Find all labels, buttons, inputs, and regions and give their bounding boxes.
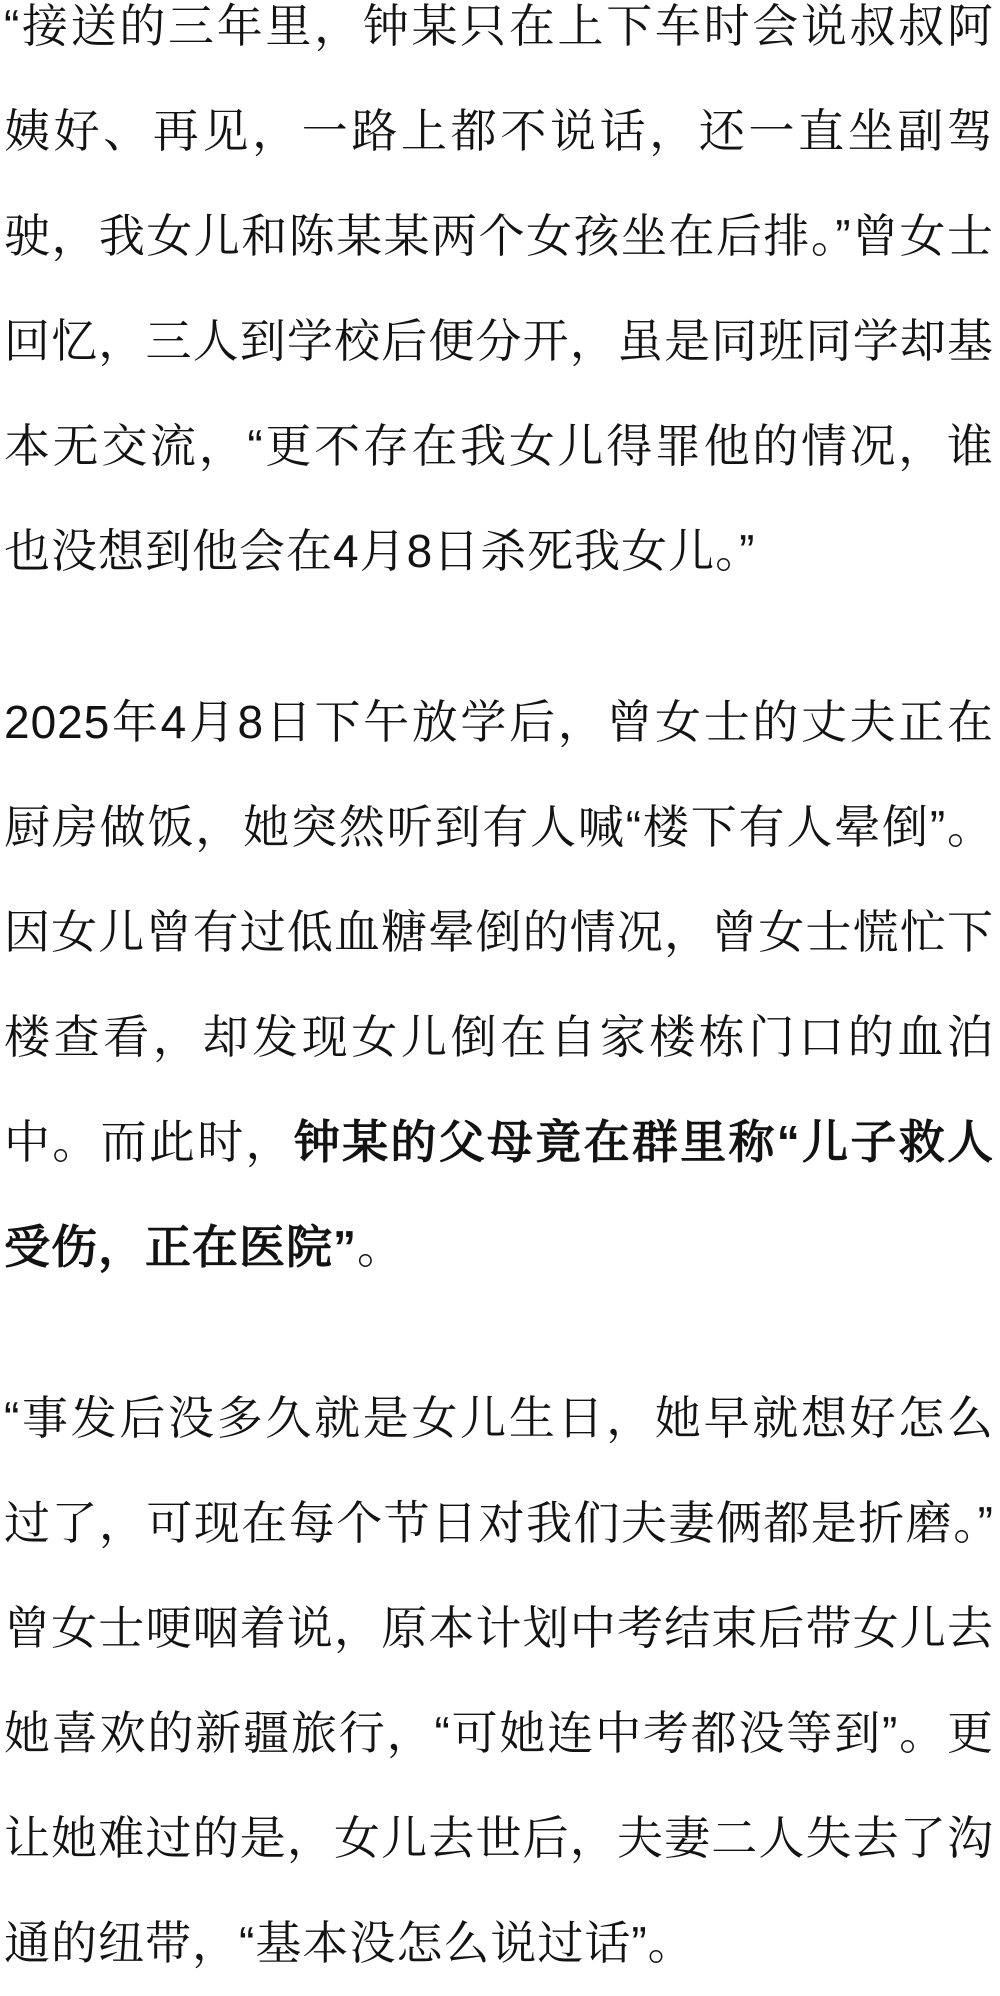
text-run: “接送的三年里，钟某只在上下车时会说叔叔阿姨好、再见，一路上都不说话，还一直坐副驾驶，我女儿和陈某某两个女孩坐在后排。”曾女士回忆，三人到学校后便分开，虽是同班同学却基本无交流，“更不存在我女儿得罪他的情况，谁也没想到他会在4月8日杀死我女儿。” — [4, 0, 994, 577]
paragraph — [4, 670, 994, 1300]
paragraph — [4, 0, 994, 604]
text-run: 2025年4月8日下午放学后，曾女士的丈夫正在厨房做饭，她突然听到有人喊“楼下有人晕倒”。因女儿曾有过低血糖晕倒的情况，曾女士慌忙下楼查看，却发现女儿倒在自家楼栋门口的血泊中。而此时， — [4, 696, 994, 1168]
paragraph — [4, 1366, 994, 1996]
text-run: 。 — [357, 1221, 404, 1273]
text-run: “事发后没多久就是女儿生日，她早就想好怎么过了，可现在每个节日对我们夫妻俩都是折磨。”曾女士哽咽着说，原本计划中考结束后带女儿去她喜欢的新疆旅行，“可她连中考都没等到”。更让她难过的是，女儿去世后，夫妻二人失去了沟通的纽带，“基本没怎么说过话”。 — [4, 1392, 994, 1969]
text-run-bold: 钟某的父母竟在群里称“儿子救人受伤，正在医院” — [4, 1116, 995, 1273]
